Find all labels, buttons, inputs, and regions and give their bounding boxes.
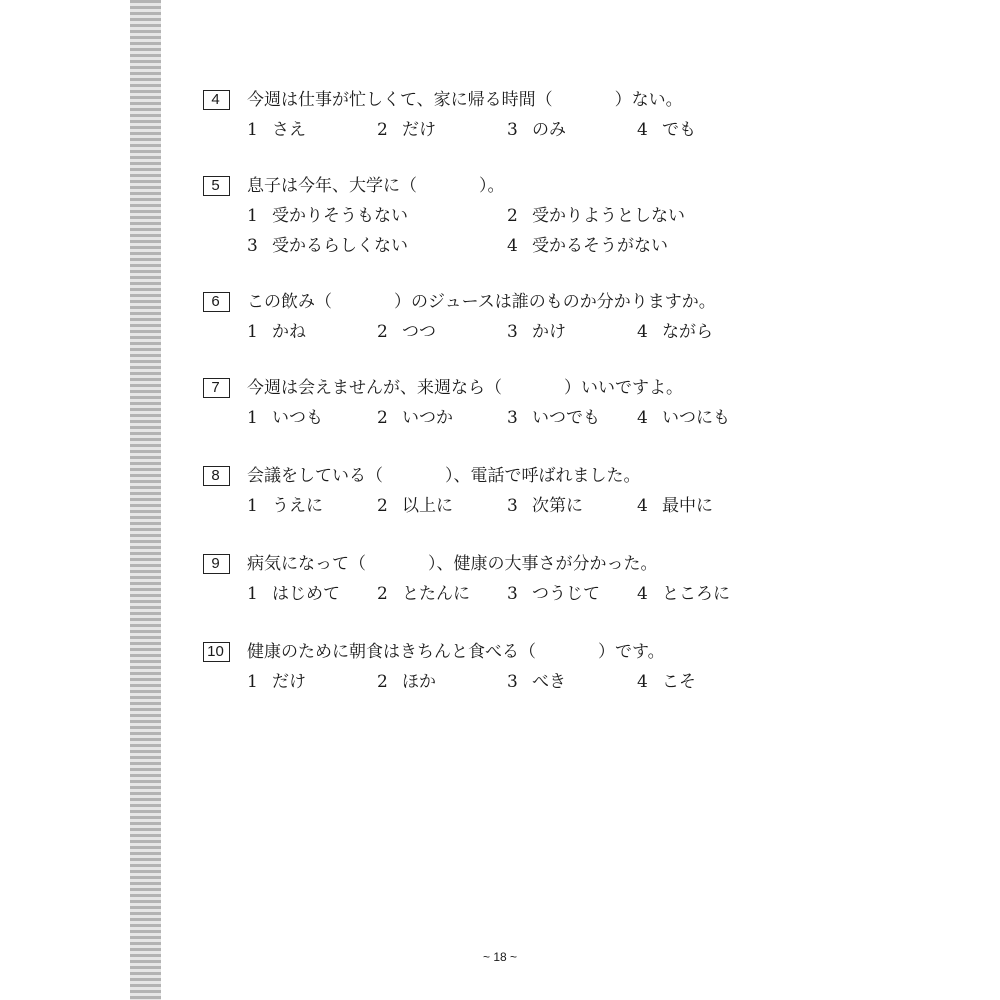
question-8 bbox=[203, 464, 843, 524]
question-number-box: 9 bbox=[203, 554, 230, 574]
option-1[interactable]: 1 うえに bbox=[247, 496, 323, 516]
question-number-box: 5 bbox=[203, 176, 230, 196]
question-10 bbox=[203, 640, 843, 700]
question-number-box: 6 bbox=[203, 292, 230, 312]
option-3[interactable]: 3 つうじて bbox=[507, 584, 600, 604]
option-1[interactable]: 1 はじめて bbox=[247, 584, 340, 604]
option-4[interactable]: 4 ところに bbox=[637, 584, 730, 604]
option-3[interactable]: 3 いつでも bbox=[507, 408, 600, 428]
question-5 bbox=[203, 174, 843, 264]
option-1[interactable]: 1 だけ bbox=[247, 672, 306, 692]
question-text: 今週は会えませんが、来週なら（ ）いいですよ。 bbox=[247, 378, 683, 398]
option-3[interactable]: 3 のみ bbox=[507, 120, 566, 140]
page-number: ~ 18 ~ bbox=[482, 950, 518, 964]
option-2[interactable]: 2 ほか bbox=[377, 672, 436, 692]
option-1[interactable]: 1 いつも bbox=[247, 408, 323, 428]
question-6 bbox=[203, 290, 843, 350]
option-1[interactable]: 1 かね bbox=[247, 322, 306, 342]
left-stripe-decoration bbox=[130, 0, 161, 1000]
question-text: 会議をしている（ ）、電話で呼ばれました。 bbox=[247, 466, 641, 486]
option-3[interactable]: 3 次第に bbox=[507, 496, 583, 516]
question-text: 健康のために朝食はきちんと食べる（ ）です。 bbox=[247, 642, 665, 662]
option-4[interactable]: 4 ながら bbox=[637, 322, 713, 342]
question-number-box: 10 bbox=[203, 642, 230, 662]
option-2[interactable]: 2 いつか bbox=[377, 408, 453, 428]
option-4[interactable]: 4 いつにも bbox=[637, 408, 730, 428]
question-text: 息子は今年、大学に（ ）。 bbox=[247, 176, 505, 196]
option-4[interactable]: 4 受かるそうがない bbox=[507, 236, 668, 256]
option-3[interactable]: 3 べき bbox=[507, 672, 566, 692]
question-number-box: 7 bbox=[203, 378, 230, 398]
option-2[interactable]: 2 とたんに bbox=[377, 584, 470, 604]
option-2[interactable]: 2 つつ bbox=[377, 322, 436, 342]
option-3[interactable]: 3 かけ bbox=[507, 322, 566, 342]
option-2[interactable]: 2 だけ bbox=[377, 120, 436, 140]
question-7 bbox=[203, 376, 843, 436]
question-text: 今週は仕事が忙しくて、家に帰る時間（ ）ない。 bbox=[247, 90, 683, 110]
option-4[interactable]: 4 こそ bbox=[637, 672, 696, 692]
question-9 bbox=[203, 552, 843, 612]
question-text: この飲み（ ）のジュースは誰のものか分かりますか。 bbox=[247, 292, 716, 312]
question-4 bbox=[203, 88, 843, 148]
option-2[interactable]: 2 受かりようとしない bbox=[507, 206, 685, 226]
option-1[interactable]: 1 さえ bbox=[247, 120, 306, 140]
option-1[interactable]: 1 受かりそうもない bbox=[247, 206, 408, 226]
option-4[interactable]: 4 でも bbox=[637, 120, 696, 140]
option-2[interactable]: 2 以上に bbox=[377, 496, 453, 516]
question-text: 病気になって（ ）、健康の大事さが分かった。 bbox=[247, 554, 658, 574]
question-number-box: 8 bbox=[203, 466, 230, 486]
option-3[interactable]: 3 受かるらしくない bbox=[247, 236, 408, 256]
question-number-box: 4 bbox=[203, 90, 230, 110]
option-4[interactable]: 4 最中に bbox=[637, 496, 713, 516]
